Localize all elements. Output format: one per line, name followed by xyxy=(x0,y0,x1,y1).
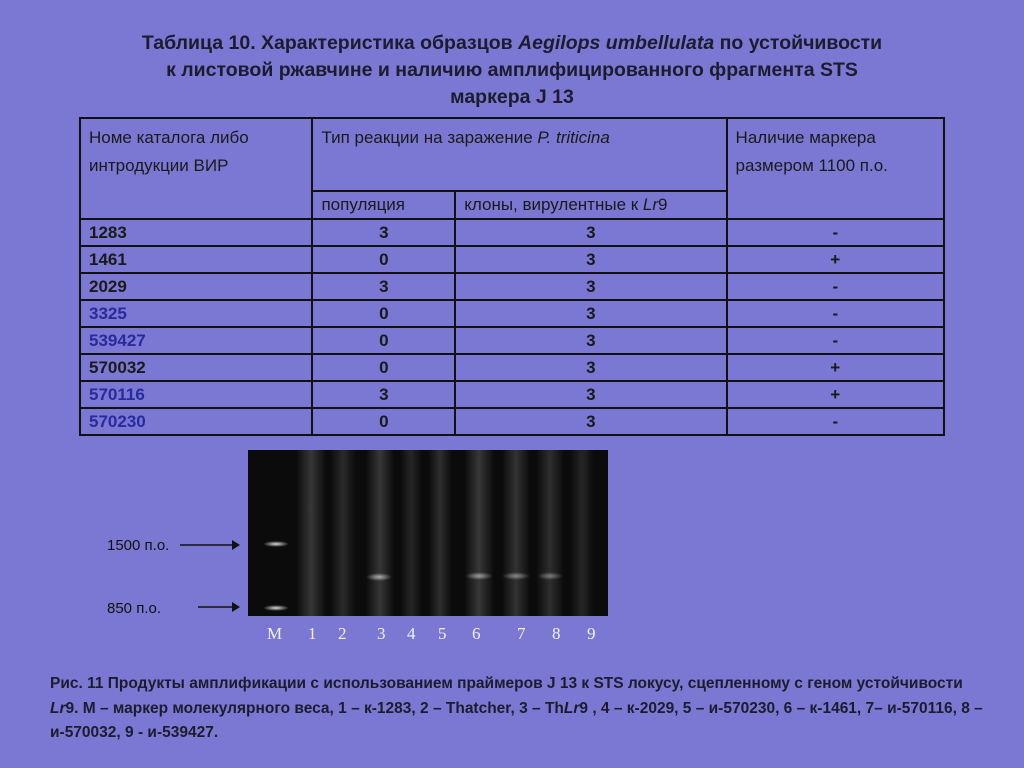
band-lane-7 xyxy=(502,572,530,580)
header-catalog: Номе каталога либо интродукции ВИР xyxy=(80,118,312,219)
gel-lane-9 xyxy=(570,450,594,616)
row-clones: 3 xyxy=(455,219,726,246)
lane-label: 6 xyxy=(472,624,481,643)
row-catalog-id: 570230 xyxy=(80,408,312,435)
row-clones: 3 xyxy=(455,246,726,273)
lane-label: 7 xyxy=(517,624,526,643)
row-clones: 3 xyxy=(455,300,726,327)
title-line-3: маркера J 13 xyxy=(450,86,574,108)
row-catalog-id: 570032 xyxy=(80,354,312,381)
lane-labels xyxy=(260,624,610,646)
row-population: 0 xyxy=(312,354,455,381)
row-marker: + xyxy=(727,354,944,381)
row-clones: 3 xyxy=(455,273,726,300)
table-row xyxy=(80,246,944,273)
row-marker: - xyxy=(727,327,944,354)
header-reaction-type: Тип реакции на заражение P. triticina xyxy=(312,118,726,191)
table-row xyxy=(80,381,944,408)
row-population: 0 xyxy=(312,300,455,327)
row-marker: + xyxy=(727,246,944,273)
row-marker: - xyxy=(727,408,944,435)
band-lane-8 xyxy=(537,572,563,580)
label-1500: 1500 п.о. xyxy=(107,537,170,554)
row-marker: + xyxy=(727,381,944,408)
ladder-band-850 xyxy=(263,605,289,611)
gel-lane-6 xyxy=(464,450,494,616)
lane-label: 5 xyxy=(438,624,447,643)
label-850: 850 п.о. xyxy=(107,600,161,617)
figure-caption: Рис. 11 Продукты амплификации с использованием праймеров J 13 к STS локусу, сцепленному с геном устойчивости Lr9. М – маркер молекулярного веса, 1 – к-1283, 2 – Thatcher, 3 – ThLr9 , 4 – к-2029, 5 – и-570230, 6 – к-1461, 7– и-570116, 8 – и-570032, 9 - и-539427. xyxy=(50,675,983,741)
gel-lane-3 xyxy=(366,450,394,616)
row-catalog-id: 1461 xyxy=(80,246,312,273)
header-clones: клоны, вирулентные к Lr9 xyxy=(455,191,726,219)
lane-label: 1 xyxy=(308,624,317,643)
row-population: 0 xyxy=(312,246,455,273)
title-species: Aegilops umbellulata xyxy=(518,32,715,54)
title-line-1: Таблица 10. Характеристика образцов Aegilops umbellulata по устойчивости xyxy=(141,32,883,54)
gel-lane-4 xyxy=(400,450,422,616)
arrow-1500-icon xyxy=(178,538,242,552)
row-catalog-id: 570116 xyxy=(80,381,312,408)
lane-label: 2 xyxy=(338,624,347,643)
band-lane-3 xyxy=(366,573,392,581)
arrow-850-icon xyxy=(196,600,242,614)
header-marker: Наличие маркера размером 1100 п.о. xyxy=(727,118,944,219)
band-lane-6 xyxy=(465,572,493,580)
row-clones: 3 xyxy=(455,408,726,435)
lane-label: M xyxy=(267,624,283,643)
row-population: 3 xyxy=(312,381,455,408)
ladder-band-1500 xyxy=(263,541,289,547)
row-catalog-id: 3325 xyxy=(80,300,312,327)
gel-image xyxy=(248,450,608,616)
row-population: 0 xyxy=(312,408,455,435)
table-row xyxy=(80,273,944,300)
lane-label: 3 xyxy=(377,624,386,643)
row-marker: - xyxy=(727,273,944,300)
row-catalog-id: 2029 xyxy=(80,273,312,300)
table-row xyxy=(80,354,944,381)
row-population: 3 xyxy=(312,273,455,300)
lane-label: 9 xyxy=(587,624,596,643)
table-title xyxy=(40,30,984,111)
row-marker: - xyxy=(727,300,944,327)
table-row xyxy=(80,219,944,246)
row-clones: 3 xyxy=(455,381,726,408)
row-population: 0 xyxy=(312,327,455,354)
table-row xyxy=(80,300,944,327)
table-row xyxy=(80,408,944,435)
resistance-table xyxy=(79,117,945,436)
lane-label: 4 xyxy=(407,624,416,643)
header-population: популяция xyxy=(312,191,455,219)
title-line-2: к листовой ржавчине и наличию амплифицированного фрагмента STS xyxy=(166,59,858,81)
gel-lane-8 xyxy=(536,450,564,616)
gel-lane-7 xyxy=(502,450,530,616)
row-marker: - xyxy=(727,219,944,246)
row-catalog-id: 539427 xyxy=(80,327,312,354)
row-clones: 3 xyxy=(455,354,726,381)
table-row xyxy=(80,327,944,354)
gel-lane-2 xyxy=(330,450,356,616)
lane-label: 8 xyxy=(552,624,561,643)
gel-lane-5 xyxy=(428,450,452,616)
gel-lane-1 xyxy=(296,450,326,616)
row-population: 3 xyxy=(312,219,455,246)
row-catalog-id: 1283 xyxy=(80,219,312,246)
row-clones: 3 xyxy=(455,327,726,354)
